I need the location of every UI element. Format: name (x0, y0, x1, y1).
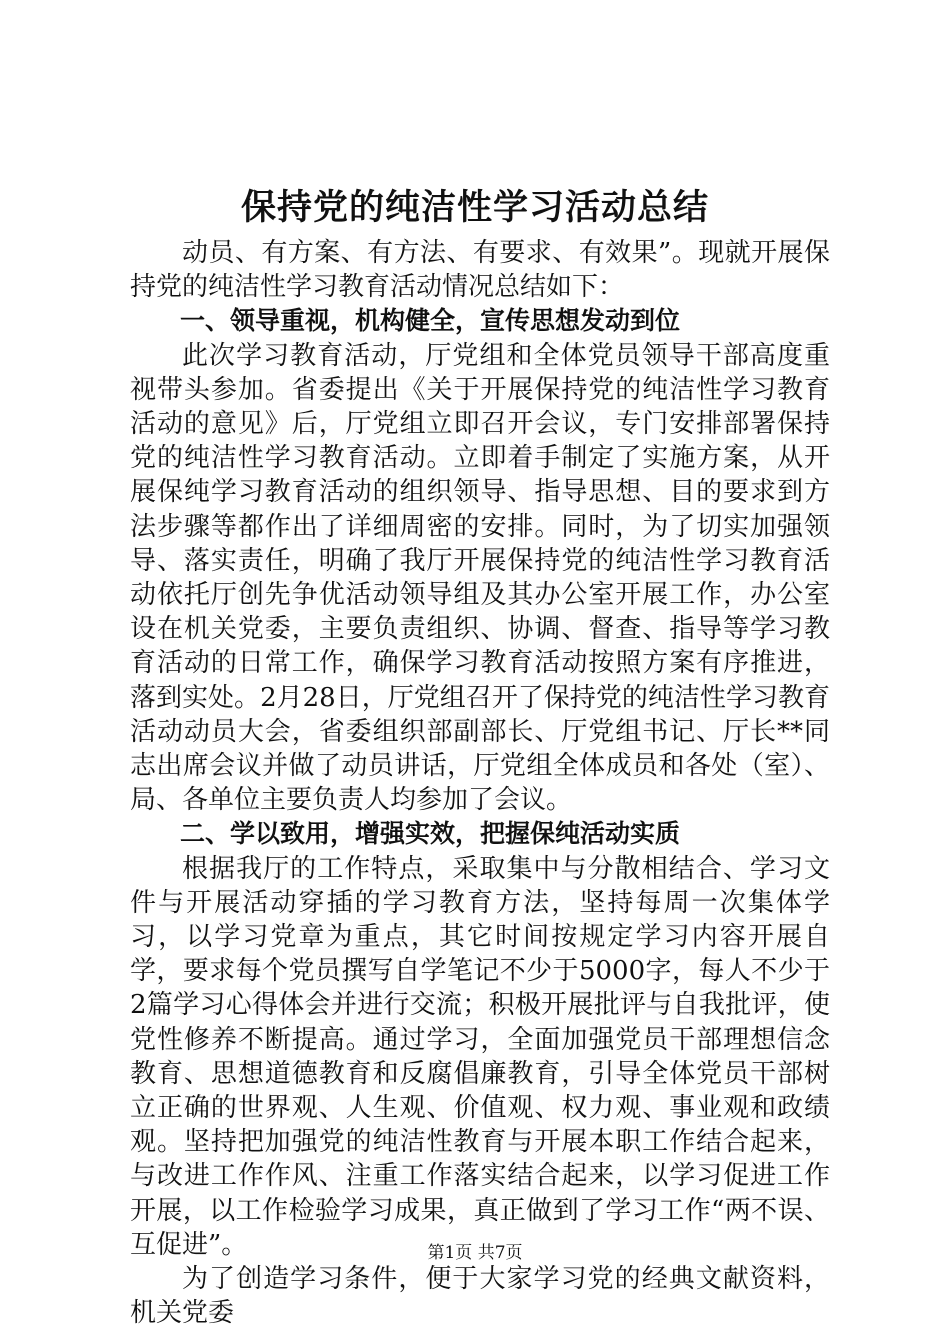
section-2-paragraph-continued: 为了创造学习条件，便于大家学习党的经典文献资料，机关党委 (130, 1264, 830, 1329)
document-body (130, 236, 830, 1331)
intro-paragraph: 动员、有方案、有方法、有要求、有效果”。现就开展保持党的纯洁性学习教育活动情况总结如下： (130, 238, 830, 303)
section-heading-2: 二、学以致用，增强实效，把握保纯活动实质 (180, 819, 681, 849)
page-number-footer: 第1页 共7页 (427, 1243, 523, 1263)
document-title: 保持党的纯洁性学习活动总结 (240, 188, 709, 228)
section-heading-1: 一、领导重视，机构健全，宣传思想发动到位 (180, 306, 681, 336)
section-2-paragraph: 根据我厅的工作特点，采取集中与分散相结合、学习文件与开展活动穿插的学习教育方法，坚持每周一次集体学习，以学习党章为重点，其它时间按规定学习内容开展自学，要求每个党员撰写自学笔记不少于5000字，每人不少于2篇学习心得体会并进行交流；积极开展批评与自我批评，使党性修养不断提高。通过学习，全面加强党员干部理想信念教育、思想道德教育和反腐倡廉教育，引导全体党员干部树立正确的世界观、人生观、价值观、权力观、事业观和政绩观。坚持把加强党的纯洁性教育与开展本职工作结合起来，与改进工作作风、注重工作落实结合起来，以学习促进工作开展，以工作检验学习成果，真正做到了学习工作“两不误、互促进”。 (130, 853, 830, 1260)
section-1-paragraph: 此次学习教育活动，厅党组和全体党员领导干部高度重视带头参加。省委提出《关于开展保持党的纯洁性学习教育活动的意见》后，厅党组立即召开会议，专门安排部署保持党的纯洁性学习教育活动。立即着手制定了实施方案，从开展保纯学习教育活动的组织领导、指导思想、目的要求到方法步骤等都作出了详细周密的安排。同时，为了切实加强领导、落实责任，明确了我厅开展保持党的纯洁性学习教育活动依托厅创先争优活动领导组及其办公室开展工作，办公室设在机关党委，主要负责组织、协调、督查、指导等学习教育活动的日常工作，确保学习教育活动按照方案有序推进，落到实处。2月28日，厅党组召开了保持党的纯洁性学习教育活动动员大会，省委组织部副部长、厅党组书记、厅长**同志出席会议并做了动员讲话，厅党组全体成员和各处（室）、局、各单位主要负责人均参加了会议。 (130, 340, 830, 816)
